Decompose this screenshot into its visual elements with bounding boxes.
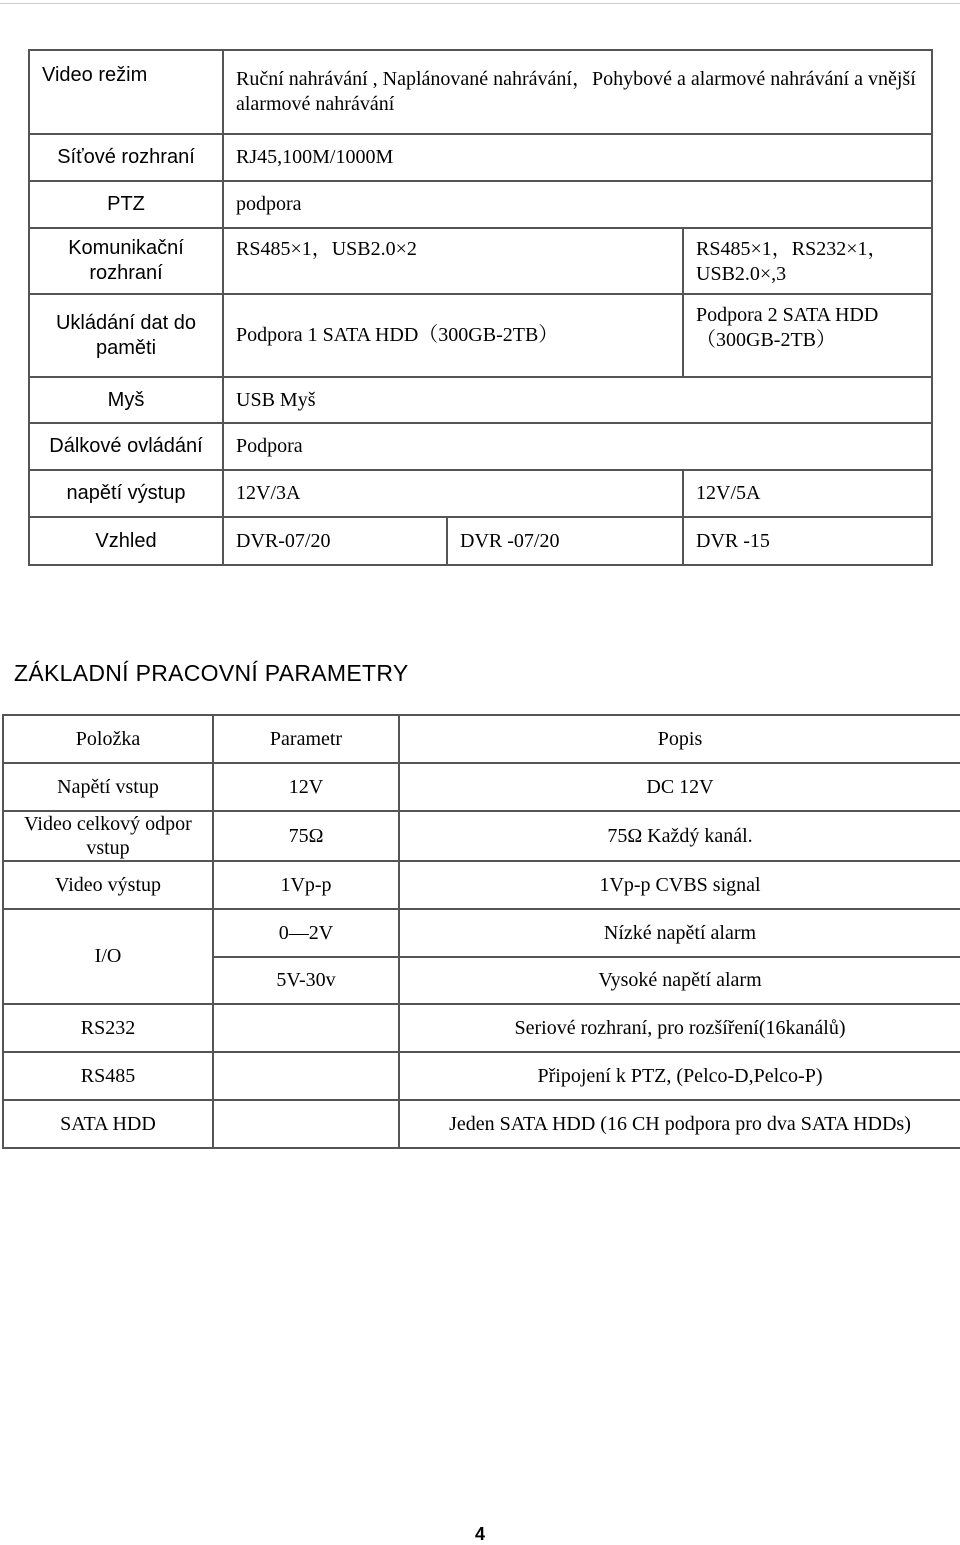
param-item: RS232: [3, 1004, 213, 1052]
spec-label: PTZ: [29, 181, 223, 228]
spec-value: DVR-07/20: [223, 517, 447, 565]
top-rule: [0, 3, 960, 4]
column-header-item: Položka: [3, 715, 213, 763]
spec-value: 12V/3A: [223, 470, 683, 517]
param-value: 12V: [213, 763, 399, 811]
param-value: [213, 1052, 399, 1100]
table-row: [3, 1100, 960, 1148]
param-value: [213, 1100, 399, 1148]
table-row: [29, 134, 932, 181]
param-desc: Jeden SATA HDD (16 CH podpora pro dva SATA HDDs): [399, 1100, 960, 1148]
param-desc: Seriové rozhraní, pro rozšíření(16kanálů): [399, 1004, 960, 1052]
param-item: SATA HDD: [3, 1100, 213, 1148]
param-desc: Nízké napětí alarm: [399, 909, 960, 957]
table-row: [29, 181, 932, 228]
spec-value: 12V/5A: [683, 470, 932, 517]
spec-label: Vzhled: [29, 517, 223, 565]
table-row: [3, 811, 960, 861]
spec-value: RJ45,100M/1000M: [223, 134, 932, 181]
param-item: Video celkový odpor vstup: [3, 811, 213, 861]
table-row: [3, 909, 960, 957]
table-row: [29, 294, 932, 377]
param-value: 5V-30v: [213, 957, 399, 1004]
param-value: 0—2V: [213, 909, 399, 957]
spec-table: [28, 49, 933, 566]
table-row: [29, 423, 932, 470]
spec-value: podpora: [223, 181, 932, 228]
spec-label: Video režim: [29, 50, 223, 134]
spec-value: Podpora: [223, 423, 932, 470]
param-item: I/O: [3, 909, 213, 1004]
spec-value: DVR -15: [683, 517, 932, 565]
param-desc: Vysoké napětí alarm: [399, 957, 960, 1004]
param-desc: Připojení k PTZ, (Pelco-D,Pelco-P): [399, 1052, 960, 1100]
spec-value: Podpora 1 SATA HDD（300GB-2TB）: [223, 294, 683, 377]
param-value: 75Ω: [213, 811, 399, 861]
column-header-desc: Popis: [399, 715, 960, 763]
param-value: [213, 1004, 399, 1052]
spec-value: Podpora 2 SATA HDD（300GB-2TB）: [683, 294, 932, 377]
table-row: [29, 517, 932, 565]
spec-label: Myš: [29, 377, 223, 423]
params-table: [2, 714, 960, 1149]
table-row: [3, 1004, 960, 1052]
param-desc: 1Vp-p CVBS signal: [399, 861, 960, 909]
param-desc: DC 12V: [399, 763, 960, 811]
section-title: ZÁKLADNÍ PRACOVNÍ PARAMETRY: [14, 660, 409, 686]
spec-value: Ruční nahrávání , Naplánované nahrávání，Pohybové a alarmové nahrávání a vnější alarmové nahrávání: [223, 50, 932, 134]
table-row: [29, 50, 932, 134]
table-row: [29, 470, 932, 517]
spec-label: Dálkové ovládání: [29, 423, 223, 470]
spec-label: Síťové rozhraní: [29, 134, 223, 181]
table-header-row: [3, 715, 960, 763]
table-row: [3, 861, 960, 909]
spec-label: napětí výstup: [29, 470, 223, 517]
spec-value: RS485×1，USB2.0×2: [223, 228, 683, 294]
spec-value: RS485×1，RS232×1，USB2.0×,3: [683, 228, 932, 294]
param-item: Video výstup: [3, 861, 213, 909]
param-item: Napětí vstup: [3, 763, 213, 811]
spec-label: Komunikační rozhraní: [29, 228, 223, 294]
table-row: [29, 377, 932, 423]
table-row: [3, 1052, 960, 1100]
param-value: 1Vp-p: [213, 861, 399, 909]
table-row: [29, 228, 932, 294]
spec-value: DVR -07/20: [447, 517, 683, 565]
spec-value: USB Myš: [223, 377, 932, 423]
spec-label: Ukládání dat do paměti: [29, 294, 223, 377]
table-row: [3, 763, 960, 811]
param-item: RS485: [3, 1052, 213, 1100]
column-header-param: Parametr: [213, 715, 399, 763]
param-desc: 75Ω Každý kanál.: [399, 811, 960, 861]
page-number: 4: [474, 1524, 485, 1544]
